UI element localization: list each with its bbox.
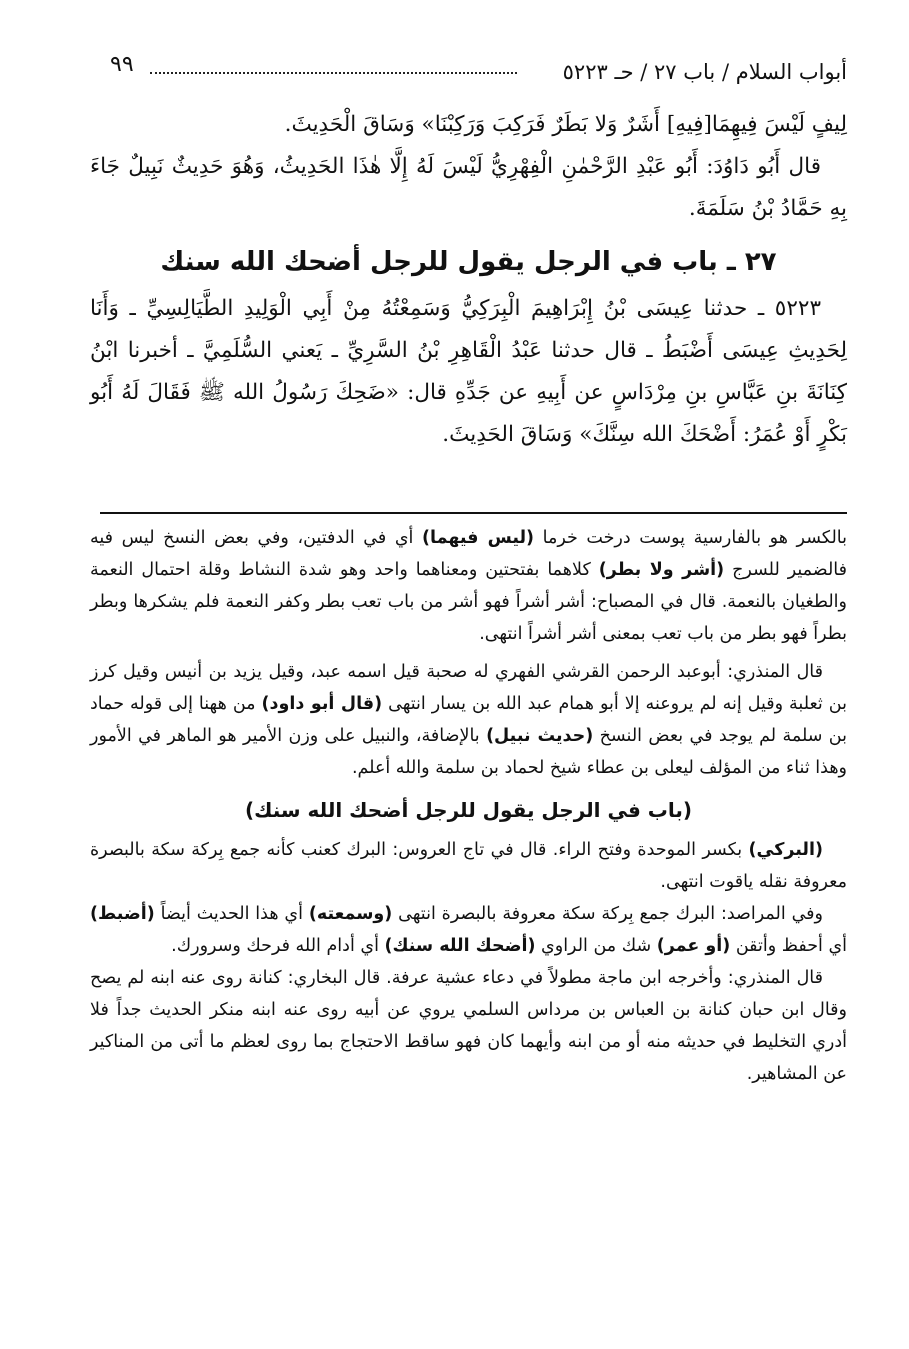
commentary-lemma: (أضبط) bbox=[90, 904, 155, 924]
commentary-lemma: (البركي) bbox=[748, 840, 823, 860]
commentary-lemma: (وسمعته) bbox=[308, 904, 393, 924]
commentary-text: أي في الدفتين، وفي بعض النسخ ليس فيه فالضمير للسرج bbox=[90, 528, 847, 580]
page-number: ٩٩ bbox=[110, 52, 134, 77]
dotted-leader bbox=[150, 72, 517, 74]
commentary-text: بكسر الموحدة وفتح الراء. قال في تاج العروس: البرك كعنب كأنه جمع بِركة سكة بالبصرة معروفة نقله ياقوت انتهى. bbox=[90, 840, 847, 892]
commentary-text: وفي المراصد: البرك جمع بِركة سكة معروفة بالبصرة انتهى bbox=[392, 904, 823, 924]
commentary-lemma: (قال أبو داود) bbox=[261, 694, 383, 714]
commentary-chapter-heading: (باب في الرجل يقول للرجل أضحك الله سنك) bbox=[244, 798, 693, 822]
commentary-text: أي أدام الله فرحك وسرورك. bbox=[171, 936, 385, 956]
main-text bbox=[90, 104, 847, 456]
commentary-text: قال المنذري: أبوعبد الرحمن القرشي الفهري له صحبة قيل اسمه عبد، وقيل يزيد بن أنيس وقيل كرز بن ثعلبة وقيل إنه لم يروعنه إلا أبو همام عبد الله بن يسار انتهى bbox=[90, 662, 847, 714]
commentary-paragraph-3 bbox=[90, 834, 847, 898]
main-paragraph-2: قال أَبُو دَاوُدَ: أَبُو عَبْدِ الرَّحْمٰنِ الْفِهْرِيُّ لَيْسَ لَهُ إِلَّا هٰذَا الحَدِيثُ، وَهُوَ حَدِيثٌ نَبِيلٌ جَاءَ بِهِ حَمَّادُ بْنُ سَلَمَةَ. bbox=[90, 154, 847, 221]
commentary-text: شك من الراوي bbox=[535, 936, 657, 956]
running-head bbox=[110, 52, 847, 92]
commentary-paragraph-4 bbox=[90, 898, 847, 962]
commentary-text: بالإضافة، والنبيل على وزن الأمير هو الماهر في الأمور وهذا ثناء من المؤلف ليعلى بن عطاء شيخ لحماد بن سلمة والله أعلم. bbox=[90, 726, 847, 778]
commentary-paragraph-1 bbox=[90, 522, 847, 650]
commentary-lemma: (أو عمر) bbox=[656, 936, 731, 956]
commentary-paragraph-2 bbox=[90, 656, 847, 784]
commentary-lemma: (حديث نبيل) bbox=[486, 726, 594, 746]
commentary-text: أي هذا الحديث أيضاً bbox=[154, 904, 309, 924]
commentary-lemma: (ليس فيهما) bbox=[422, 528, 535, 548]
commentary-text: من ههنا إلى قوله حماد بن سلمة لم يوجد في بعض النسخ bbox=[90, 694, 848, 746]
commentary bbox=[90, 522, 847, 1090]
running-title: أبواب السلام / باب ٢٧ / حـ ٥٢٢٣ bbox=[562, 60, 847, 84]
commentary-text: أي أحفظ وأتقن bbox=[730, 936, 847, 956]
footnote-divider bbox=[100, 512, 847, 514]
hadith-5223: ٥٢٢٣ ـ حدثنا عِيسَى بْنُ إِبْرَاهِيمَ الْبِرَكِيُّ وَسَمِعْتُهُ مِنْ أَبِي الْوَلِيدِ الطَّيَالِسِيِّ ـ وَأَنَا لِحَدِيثِ عِيسَى أَضْبَطُ ـ قال حدثنا عَبْدُ الْقَاهِرِ بْنُ السَّرِيِّ ـ يَعني السُّلَمِيَّ ـ أخبرنا ابْنُ كِنَانَةَ بنِ عَبَّاسِ بنِ مِرْدَاسٍ عن أَبِيهِ عن جَدِّهِ قال: «ضَحِكَ رَسُولُ الله ﷺ فَقَالَ لَهُ أَبُو بَكْرٍ أَوْ عُمَرُ: أَضْحَكَ الله سِنَّكَ» وَسَاقَ الحَدِيثَ. bbox=[90, 296, 847, 447]
commentary-lemma: (أشر ولا بطر) bbox=[598, 560, 725, 580]
commentary-text: كلاهما بفتحتين ومعناهما واحد وهو شدة النشاط وقلة احتمال النعمة والطغيان بالنعمة. قال في المصباح: أشر أشراً فهو أشر من باب تعب بطر وكفر النعمة فلم يشكرها وبطر بطراً فهو بطر من باب تعب بمعنى أشر أشراً انتهى. bbox=[90, 560, 847, 644]
commentary-text: بالكسر هو بالفارسية پوست درخت خرما bbox=[534, 528, 848, 548]
chapter-heading: ٢٧ ـ باب في الرجل يقول للرجل أضحك الله سنك bbox=[160, 247, 777, 277]
main-paragraph-1: لِيفٍ لَيْسَ فِيهِمَا[فِيهِ] أَشَرٌ وَلا بَطَرٌ فَرَكِبَ وَرَكِبْنَا» وَسَاقَ الْحَدِيثَ. bbox=[284, 112, 847, 137]
commentary-paragraph-5: قال المنذري: وأخرجه ابن ماجة مطولاً في دعاء عشية عرفة. قال البخاري: كنانة روى عنه ابنه لم يصح وقال ابن حبان كنانة بن العباس بن مرداس السلمي يروي عن أبيه روى عنه ابنه منكر الحديث جداً فلا أدري التخليط في حديثه منه أو من ابنه وأيهما كان فهو ساقط الاحتجاج بما روى لعظم ما أتى من المناكير عن المشاهير. bbox=[90, 968, 847, 1084]
commentary-lemma: (أضحك الله سنك) bbox=[384, 936, 536, 956]
